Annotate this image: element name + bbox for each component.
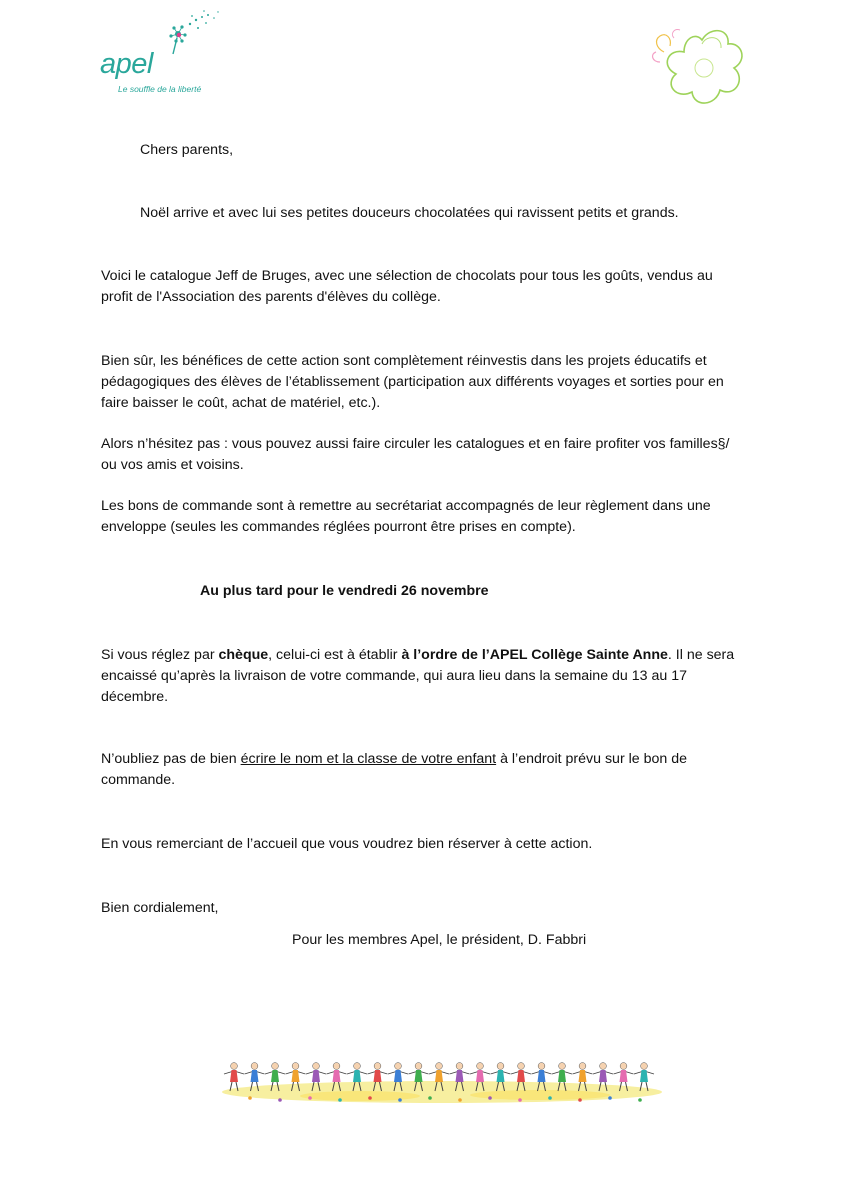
ground-dot xyxy=(458,1098,462,1102)
cheque-emphasis: chèque xyxy=(218,647,269,663)
orders-paragraph: Les bons de commande sont à remettre au secrétariat accompagnés de leur règlement dans une enveloppe (seules les commandes réglées pourront être prises en compte). xyxy=(101,498,711,535)
closing: Bien cordialement, xyxy=(101,900,219,916)
ground-dot xyxy=(518,1098,522,1102)
thanks-paragraph: En vous remerciant de l’accueil que vous voudrez bien réserver à cette action. xyxy=(101,836,593,852)
ground-dot xyxy=(488,1096,492,1100)
apel-logo xyxy=(96,8,226,100)
child-figure xyxy=(634,1063,654,1091)
logo-tagline: Le souffle de la liberté xyxy=(118,84,202,94)
intro-paragraph: Noël arrive et avec lui ses petites douceurs chocolatées qui ravissent petits et grands. xyxy=(140,205,679,221)
ground-dot xyxy=(398,1098,402,1102)
ground-dot xyxy=(578,1098,582,1102)
ground-dot xyxy=(248,1096,252,1100)
share-paragraph: Alors n’hésitez pas : vous pouvez aussi faire circuler les catalogues et en faire profiter vos familles§/ ou vos amis et voisins. xyxy=(101,436,730,473)
benefits-paragraph: Bien sûr, les bénéfices de cette action sont complètement réinvestis dans les projets éducatifs et pédagogiques des élèves de l’établissement (participation aux différents voyages et sorties pour en faire baisser le coût, achat de matériel, etc.). xyxy=(101,353,724,411)
ground-dot xyxy=(308,1096,312,1100)
name-class-emphasis: écrire le nom et la classe de votre enfant xyxy=(240,751,497,767)
cheque-paragraph: Si vous réglez par chèque, celui-ci est à établir à l’ordre de l’APEL Collège Sainte Anne. Il ne sera encaissé qu’après la livraison de votre commande, qui aura lieu dans la semaine du 13 au 17 décembre. xyxy=(101,647,735,705)
ground-dot xyxy=(278,1098,282,1102)
logo-wordmark: apel xyxy=(100,48,153,80)
payee-emphasis: à l’ordre de l’APEL Collège Sainte Anne xyxy=(401,647,668,663)
ground-dot xyxy=(368,1096,372,1100)
ground-dot xyxy=(428,1096,432,1100)
ground-dot xyxy=(608,1096,612,1100)
children-banner-drawing xyxy=(220,1058,664,1106)
dandelion-icon xyxy=(146,8,226,58)
reminder-paragraph: N’oubliez pas de bien écrire le nom et la classe de votre enfant à l’endroit prévu sur le bon de commande. xyxy=(101,751,687,788)
flower-drawing xyxy=(650,22,750,112)
deadline-notice: Au plus tard pour le vendredi 26 novembre xyxy=(200,583,489,599)
ground-dot xyxy=(548,1096,552,1100)
child-figure xyxy=(224,1063,244,1091)
salutation: Chers parents, xyxy=(140,142,234,158)
signature: Pour les membres Apel, le président, D. Fabbri xyxy=(292,932,587,948)
ground-dot xyxy=(338,1098,342,1102)
ground-dot xyxy=(638,1098,642,1102)
catalogue-paragraph: Voici le catalogue Jeff de Bruges, avec une sélection de chocolats pour tous les goûts, vendus au profit de l'Association des parents d'élèves du collège. xyxy=(101,268,713,305)
